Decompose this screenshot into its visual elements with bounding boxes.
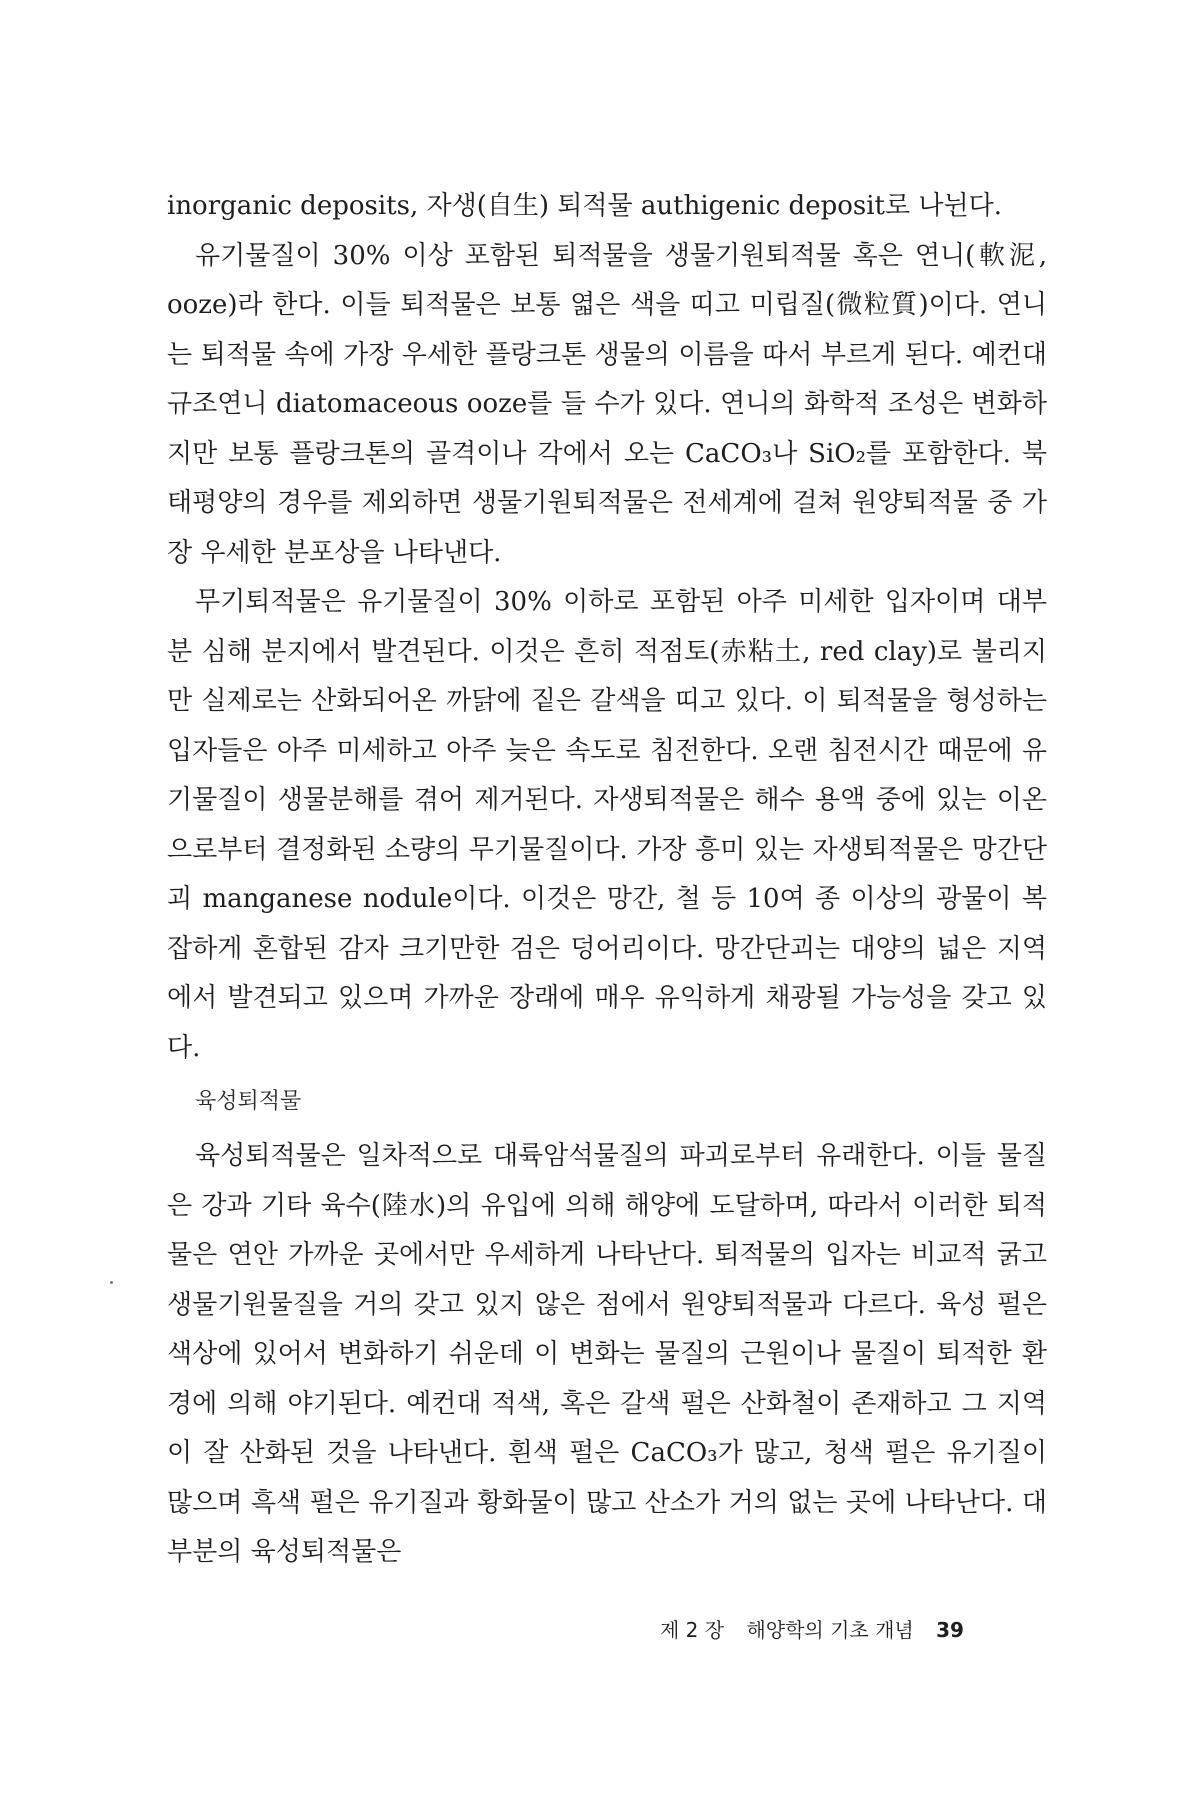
page-footer (660, 1612, 1020, 1648)
footer-chapter: 제 2 장 (660, 1618, 725, 1642)
page-number: 39 (936, 1618, 964, 1642)
section-heading: 육성퇴적물 (195, 1089, 302, 1114)
section-body-text (167, 1132, 1047, 1578)
paragraph-terrigenous-sediments: 육성퇴적물은 일차적으로 대륙암석물질의 파괴로부터 유래한다. 이들 물질은 강과 기타 육수(陸水)의 유입에 의해 해양에 도달하며, 따라서 이러한 퇴적물은 연안 가까운 곳에서만 우세하게 나타난다. 퇴적물의 입자는 비교적 굵고 생물기원물질을 거의 갖고 있지 않은 점에서 원양퇴적물과 다르다. 육성 펄은 색상에 있어서 변화하기 쉬운데 이 변화는 물질의 근원이나 물질이 퇴적한 환경에 의해 야기된다. 예컨대 적색, 혹은 갈색 펄은 산화철이 존재하고 그 지역이 잘 산화된 것을 나타낸다. 흰색 펄은 CaCO₃가 많고, 청색 펄은 유기질이 많으며 흑색 펄은 유기질과 황화물이 많고 산소가 거의 없는 곳에 나타난다. 대부분의 육성퇴적물은 (167, 1141, 1047, 1567)
paragraph-biogenous-ooze: 유기물질이 30% 이상 포함된 퇴적물을 생물기원퇴적물 혹은 연니(軟泥, ooze)라 한다. 이들 퇴적물은 보통 엷은 색을 띠고 미립질(微粒質)이다. 연니는 퇴적물 속에 가장 우세한 플랑크톤 생물의 이름을 따서 부르게 된다. 예컨대 규조연니 diatomaceous ooze를 들 수가 있다. 연니의 화학적 조성은 변화하지만 보통 플랑크톤의 골격이나 각에서 오는 CaCO₃나 SiO₂를 포함한다. 북태평양의 경우를 제외하면 생물기원퇴적물은 전세계에 걸쳐 원양퇴적물 중 가장 우세한 분포상을 나타낸다. (167, 240, 1047, 568)
scan-speck (110, 1281, 113, 1284)
paragraph-continuation: inorganic deposits, 자생(自生) 퇴적물 authigenic deposit로 나뉜다. (167, 191, 1002, 221)
paragraph-inorganic-deposits: 무기퇴적물은 유기물질이 30% 이하로 포함된 아주 미세한 입자이며 대부분 심해 분지에서 발견된다. 이것은 흔히 적점토(赤粘土, red clay)로 불리지만 실제로는 산화되어온 까닭에 짙은 갈색을 띠고 있다. 이 퇴적물을 형성하는 입자들은 아주 미세하고 아주 늦은 속도로 침전한다. 오랜 침전시간 때문에 유기물질이 생물분해를 겪어 제거된다. 자생퇴적물은 해수 용액 중에 있는 이온으로부터 결정화된 소량의 무기물질이다. 가장 흥미 있는 자생퇴적물은 망간단괴 manganese nodule이다. 이것은 망간, 철 등 10여 종 이상의 광물이 복잡하게 혼합된 감자 크기만한 검은 덩어리이다. 망간단괴는 대양의 넓은 지역에서 발견되고 있으며 가까운 장래에 매우 유익하게 채광될 가능성을 갖고 있다. (167, 587, 1047, 1063)
footer-chapter-title: 해양학의 기초 개념 (746, 1618, 914, 1642)
body-text (167, 182, 1047, 1073)
